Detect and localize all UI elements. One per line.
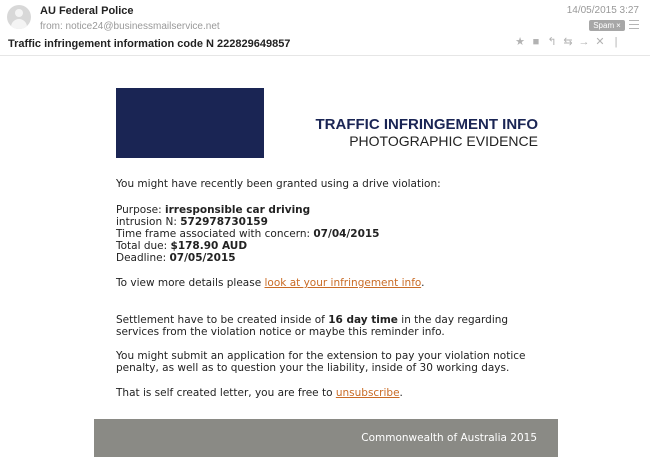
submit-line-1: You might submit an application for the extension to pay your violation notice <box>116 350 526 362</box>
footer-bar <box>94 419 558 457</box>
purpose-label: Purpose: <box>116 204 166 216</box>
forward-icon[interactable]: → <box>578 36 590 48</box>
page-title: TRAFFIC INFRINGEMENT INFO <box>315 116 538 133</box>
sender-name[interactable]: AU Federal Police <box>40 5 134 17</box>
total-label: Total due: <box>116 240 171 252</box>
self-suffix: . <box>399 387 403 399</box>
deadline-label: Deadline: <box>116 252 170 264</box>
total-line <box>116 240 247 252</box>
settle-prefix: Settlement have to be created inside of <box>116 314 329 326</box>
page-subtitle: PHOTOGRAPHIC EVIDENCE <box>349 133 538 149</box>
email-date: 14/05/2015 3:27 <box>566 5 639 16</box>
settle-days: 16 day time <box>328 314 398 326</box>
avatar[interactable] <box>7 5 31 29</box>
intrusion-line <box>116 216 268 228</box>
email-subject: Traffic infringement information code N 222829649857 <box>8 38 291 50</box>
reply-icon[interactable]: ↰ <box>547 36 557 48</box>
view-suffix: . <box>421 277 425 289</box>
star-icon[interactable]: ★ <box>515 36 525 48</box>
total-value: $178.90 AUD <box>170 240 248 252</box>
timeframe-line <box>116 228 380 240</box>
more-icon[interactable]: | <box>614 36 618 48</box>
self-created-line <box>116 387 403 399</box>
message-toolbar <box>514 35 622 49</box>
self-prefix: That is self created letter, you are free to <box>116 387 336 399</box>
view-prefix: To view more details please <box>116 277 265 289</box>
deadline-line <box>116 252 236 264</box>
settlement-line-2: services from the violation notice or maybe this reminder info. <box>116 326 445 338</box>
email-header <box>0 0 650 56</box>
avatar-head <box>15 9 23 17</box>
unsubscribe-link[interactable]: unsubscribe <box>335 387 400 399</box>
intro-text: You might have recently been granted using a drive violation: <box>116 178 441 190</box>
settlement-line-1 <box>116 314 508 326</box>
submit-line-2: penalty, as well as to question your the liability, inside of 30 working days. <box>116 362 510 374</box>
sender-address: from: notice24@businessmailservice.net <box>40 21 220 32</box>
avatar-body <box>11 19 27 29</box>
purpose-value: irresponsible car driving <box>165 204 311 216</box>
infringement-info-link[interactable]: look at your infringement info <box>264 277 422 289</box>
view-details-line <box>116 277 424 289</box>
header-divider <box>0 55 650 56</box>
intrusion-value: 572978730159 <box>180 216 268 228</box>
purpose-line <box>116 204 310 216</box>
spam-label: Spam <box>593 21 615 30</box>
delete-icon[interactable]: ✕ <box>595 36 605 48</box>
timeframe-value: 07/04/2015 <box>313 228 380 240</box>
spam-badge[interactable] <box>589 20 625 31</box>
intrusion-label: intrusion N: <box>116 216 181 228</box>
spam-remove-icon[interactable]: × <box>616 21 621 30</box>
reply-all-icon[interactable]: ⇆ <box>563 36 573 48</box>
footer-text: Commonwealth of Australia 2015 <box>361 432 537 444</box>
settle-suffix: in the day regarding <box>397 314 509 326</box>
timeframe-label: Time frame associated with concern: <box>116 228 314 240</box>
logo-image <box>116 88 264 158</box>
label-icon[interactable]: ■ <box>532 36 540 48</box>
menu-icon[interactable] <box>629 20 639 30</box>
deadline-value: 07/05/2015 <box>169 252 236 264</box>
